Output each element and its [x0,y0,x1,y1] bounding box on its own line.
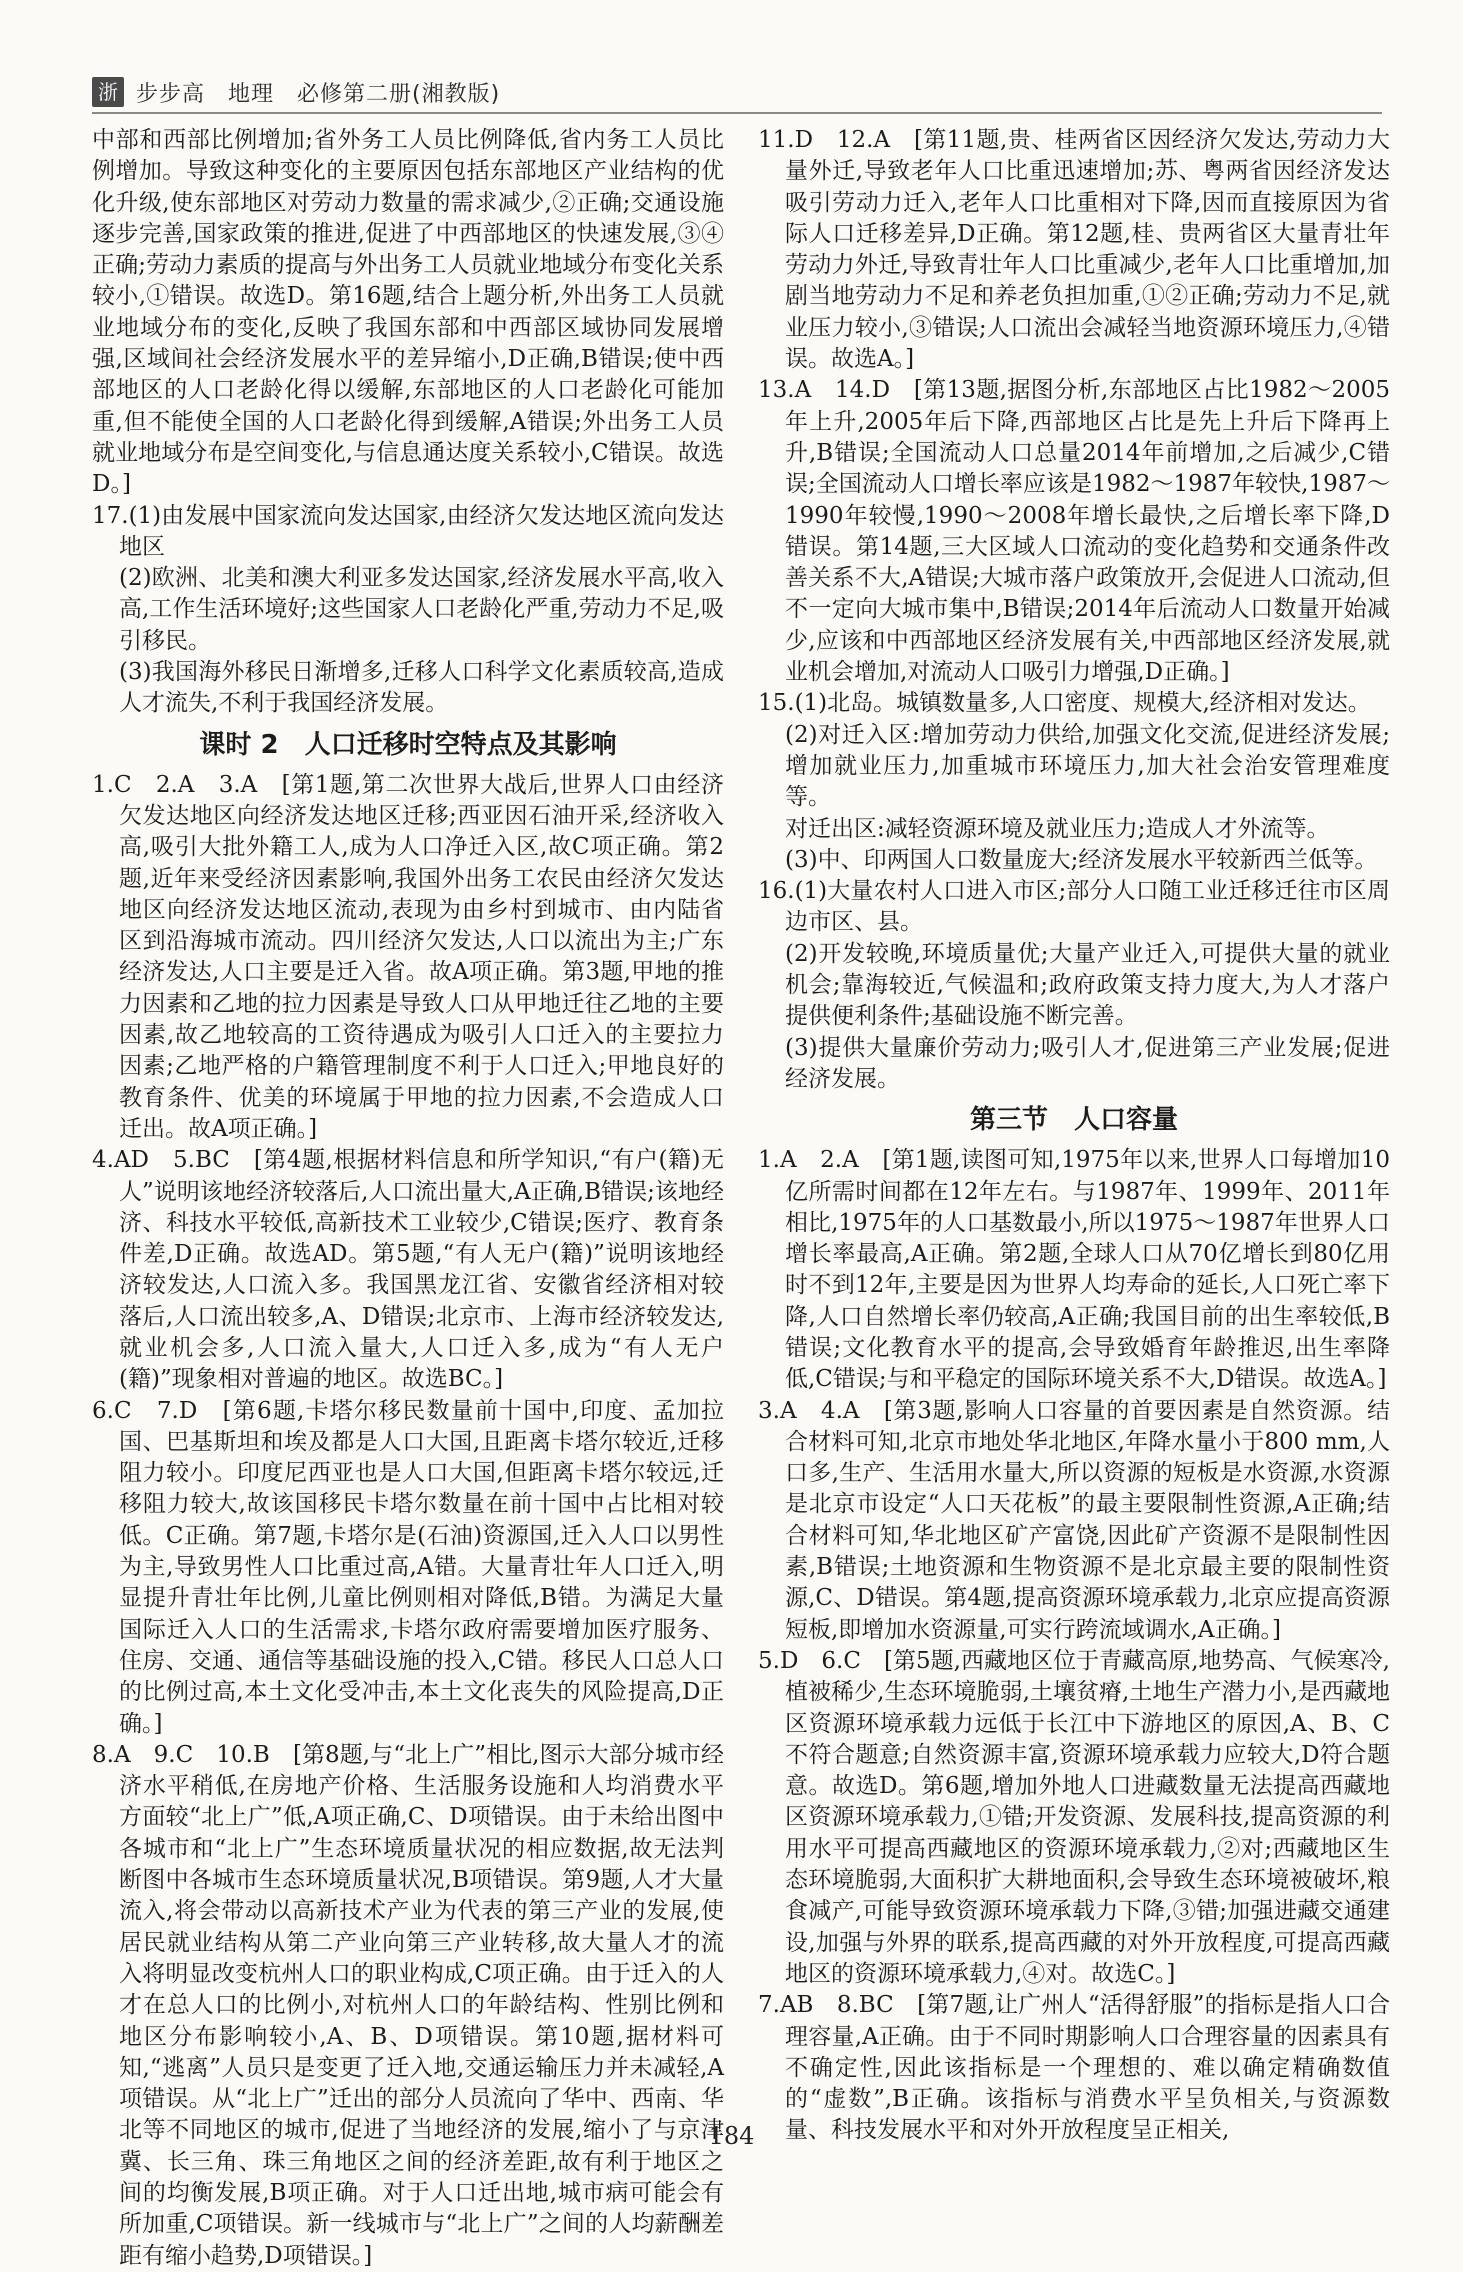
answer-item: 1.A 2.A [第1题,读图可知,1975年以来,世界人口每增加10亿所需时间都在12年左右。与1987年、1999年、2011年相比,1975年的人口基数最小,所以1975～1987年世界人口增长率最高,A正确。第2题,全球人口从70亿增长到80亿用时不到12年,主要是因为世界人均寿命的延长,人口死亡率下降,人口自然增长率仍较高,A正确;我国目前的出生率较低,B错误;文化教育水平的提高,会导致婚育年龄推迟,出生率降低,C错误;与和平稳定的国际环境关系不大,D错误。故选A。] [758,1147,1390,1393]
left-column [92,125,724,2272]
answer-subitem: (2)欧洲、北美和澳大利亚多发达国家,经济发展水平高,收入高,工作生活环境好;这些国家人口老龄化严重,劳动力不足,吸引移民。 [119,565,724,654]
answer-item: 6.C 7.D [第6题,卡塔尔移民数量前十国中,印度、孟加拉国、巴基斯坦和埃及都是人口大国,且距离卡塔尔较近,迁移阻力较小。印度尼西亚也是人口大国,但距离卡塔尔较远,迁移阻力较大,故该国移民卡塔尔数量在前十国中占比相对较低。C正确。第7题,卡塔尔是(石油)资源国,迁入人口以男性为主,导致男性人口比重过高,A错。大量青壮年人口迁入,明显提升青壮年比例,儿童比例则相对降低,B错。为满足大量国际迁入人口的生活需求,卡塔尔政府需要增加医疗服务、住房、交通、通信等基础设施的投入,C错。移民人口总人口的比例过高,本土文化受冲击,本土文化丧失的风险提高,D正确。] [92,1397,724,1737]
page-header [92,72,1382,114]
section-heading: 课时 2 人口迁移时空特点及其影响 [199,729,617,760]
answer-item: 8.A 9.C 10.B [第8题,与“北上广”相比,图示大部分城市经济水平稍低,在房地产价格、生活服务设施和人均消费水平方面较“北上广”低,A项正确,C、D项错误。由于未给出图中各城市和“北上广”生态环境质量状况的相应数据,故无法判断图中各城市生态环境质量状况,B项错误。第9题,人才大量流入,将会带动以高新技术产业为代表的第三产业的发展,使居民就业结构从第二产业向第三产业转移,故大量人才的流入将明显改变杭州人口的职业构成,C项正确。由于迁入的人才在总人口的比例小,对杭州人口的年龄结构、性别比例和地区分布影响较小,A、B、D项错误。第10题,据材料可知,“逃离”人员只是变更了迁入地,交通运输压力并未减轻,A项错误。从“北上广”迁出的部分人员流向了华中、西南、华北等不同地区的城市,促进了当地经济的发展,缩小了与京津冀、长三角、珠三角地区之间的经济差距,故有利于地区之间的均衡发展,B项正确。对于人口迁出地,城市病可能会有所加重,C项错误。新一线城市与“北上广”之间的人均薪酬差距有缩小趋势,D项错误。] [92,1741,724,2269]
answer-item: 3.A 4.A [第3题,影响人口容量的首要因素是自然资源。结合材料可知,北京市地处华北地区,年降水量小于800 mm,人口多,生产、生活用水量大,所以资源的短板是水资源,水资源是北京市设定“人口天花板”的最主要限制性资源,A正确;结合材料可知,华北地区矿产富饶,因此矿产资源不是限制性因素,B错误;土地资源和生物资源不是北京最主要的限制性资源,C、D错误。第4题,提高资源环境承载力,北京应提高资源短板,即增加水资源量,可实行跨流域调水,A正确。] [758,1397,1390,1643]
answer-item: 13.A 14.D [第13题,据图分析,东部地区占比1982～2005年上升,2005年后下降,西部地区占比是先上升后下降再上升,B错误;全国流动人口总量2014年前增加,之后减少,C错误;全国流动人口增长率应该是1982～1987年较快,1987～1990年较慢,1990～2008年增长最快,之后增长率下降,D错误。第14题,三大区域人口流动的变化趋势和交通条件改善关系不大,A错误;大城市落户政策放开,会促进人口流动,但不一定向大城市集中,B错误;2014年后流动人口数量开始减少,应该和中西部地区经济发展有关,中西部地区经济发展,就业机会增加,对流动人口吸引力增强,D正确。] [758,377,1390,686]
paragraph: 中部和西部比例增加;省外务工人员比例降低,省内务工人员比例增加。导致这种变化的主要原因包括东部地区产业结构的优化升级,使东部地区对劳动力数量的需求减少,②正确;交通设施逐步完善,国家政策的推进,促进了中西部地区的快速发展,③④正确;劳动力素质的提高与外出务工人员就业地域分布变化关系较小,①错误。故选D。第16题,结合上题分析,外出务工人员就业地域分布的变化,反映了我国东部和中西部区域协同发展增强,区域间社会经济发展水平的差异缩小,D正确,B错误;使中西部地区的人口老龄化得以缓解,东部地区的人口老龄化可能加重,但不能使全国的人口老龄化得到缓解,A错误;外出务工人员就业地域分布是空间变化,与信息通达度关系较小,C错误。故选D。] [92,127,724,498]
answer-subitem: (2)对迁入区:增加劳动力供给,加强文化交流,促进经济发展;增加就业压力,加重城市环境压力,加大社会治安管理难度等。 [785,721,1390,811]
answer-item: 17.(1)由发展中国家流向发达国家,由经济欠发达地区流向发达地区 [92,502,724,560]
answer-subitem: (3)中、印两国人口数量庞大;经济发展水平较新西兰低等。 [785,846,1378,873]
answer-item: 16.(1)大量农村人口进入市区;部分人口随工业迁移迁往市区周边市区、县。 [758,878,1390,936]
answer-item: 11.D 12.A [第11题,贵、桂两省区因经济欠发达,劳动力大量外迁,导致老年人口比重迅速增加;苏、粤两省因经济发达吸引劳动力迁入,老年人口比重相对下降,因而直接原因为省际人口迁移差异,D正确。第12题,桂、贵两省区大量青壮年劳动力外迁,导致青壮年人口比重减少,老年人口比重增加,加剧当地劳动力不足和养老负担加重,①②正确;劳动力不足,就业压力较小,③错误;人口流出会减轻当地资源环境压力,④错误。故选A。] [758,127,1390,373]
page-number: 184 [708,2122,755,2150]
answer-item: 1.C 2.A 3.A [第1题,第二次世界大战后,世界人口由经济欠发达地区向经济发达地区迁移;西亚因石油开采,经济收入高,吸引大批外籍工人,成为人口净迁入区,故C项正确。第2题,近年来受经济因素影响,我国外出务工农民由经济欠发达地区向经济发达地区流动,表现为由乡村到城市、由内陆省区到沿海城市流动。四川经济欠发达,人口以流出为主;广东经济发达,人口主要是迁入省。故A项正确。第3题,甲地的推力因素和乙地的拉力因素是导致人口从甲地迁往乙地的主要因素,故乙地较高的工资待遇成为吸引人口迁入的主要拉力因素;乙地严格的户籍管理制度不利于人口迁入;甲地良好的教育条件、优美的环境属于甲地的拉力因素,不会造成人口迁出。故A项正确。] [92,771,724,1142]
province-badge: 浙 [92,77,124,107]
answer-subitem: (3)我国海外移民日渐增多,迁移人口科学文化素质较高,造成人才流失,不利于我国经济发展。 [119,659,724,717]
answer-subitem: (2)开发较晚,环境质量优;大量产业迁入,可提供大量的就业机会;靠海较近,气候温和;政府政策支持力度大,为人才落户提供便利条件;基础设施不断完善。 [785,940,1390,1030]
answer-item: 4.AD 5.BC [第4题,根据材料信息和所学知识,“有户(籍)无人”说明该地经济较落后,人口流出量大,A正确,B错误;该地经济、科技水平较低,高新技术工业较少,C错误;医疗、教育条件差,D正确。故选AD。第5题,“有人无户(籍)”说明该地经济较发达,人口流入多。我国黑龙江省、安徽省经济相对较落后,人口流出较多,A、D错误;北京市、上海市经济较发达,就业机会多,人口流入量大,人口迁入多,成为“有人无户(籍)”现象相对普遍的地区。故选BC。] [92,1147,724,1393]
answer-subitem: 对迁出区:减轻资源环境及就业压力;造成人才外流等。 [785,815,1330,842]
answer-item: 5.D 6.C [第5题,西藏地区位于青藏高原,地势高、气候寒冷,植被稀少,生态环境脆弱,土壤贫瘠,土地生产潜力小,是西藏地区资源环境承载力远低于长江中下游地区的原因,A、B、C不符合题意;自然资源丰富,资源环境承载力应较大,D符合题意。故选D。第6题,增加外地人口进藏数量无法提高西藏地区资源环境承载力,①错;开发资源、发展科技,提高资源的利用水平可提高西藏地区的资源环境承载力,②对;西藏地区生态环境脆弱,大面积扩大耕地面积,会导致生态环境被破坏,粮食减产,可能导致资源环境承载力下降,③错;加强进藏交通建设,加强与外界的联系,提高西藏的对外开放程度,可提高西藏地区的资源环境承载力,④对。故选C。] [758,1647,1390,1987]
right-column [758,125,1390,2147]
book-title: 步步高 地理 必修第二册(湘教版) [136,81,501,107]
section-heading: 第三节 人口容量 [969,1105,1178,1136]
answer-subitem: (3)提供大量廉价劳动力;吸引人才,促进第三产业发展;促进经济发展。 [785,1034,1390,1092]
answer-item: 15.(1)北岛。城镇数量多,人口密度、规模大,经济相对发达。 [758,690,1371,717]
answer-item: 7.AB 8.BC [第7题,让广州人“活得舒服”的指标是指人口合理容量,A正确。由于不同时期影响人口合理容量的因素具有不确定性,因此该指标是一个理想的、难以确定精确数值的“虚数”,B正确。该指标与消费水平呈负相关,与资源数量、科技发展水平和对外开放程度呈正相关, [758,1992,1390,2144]
